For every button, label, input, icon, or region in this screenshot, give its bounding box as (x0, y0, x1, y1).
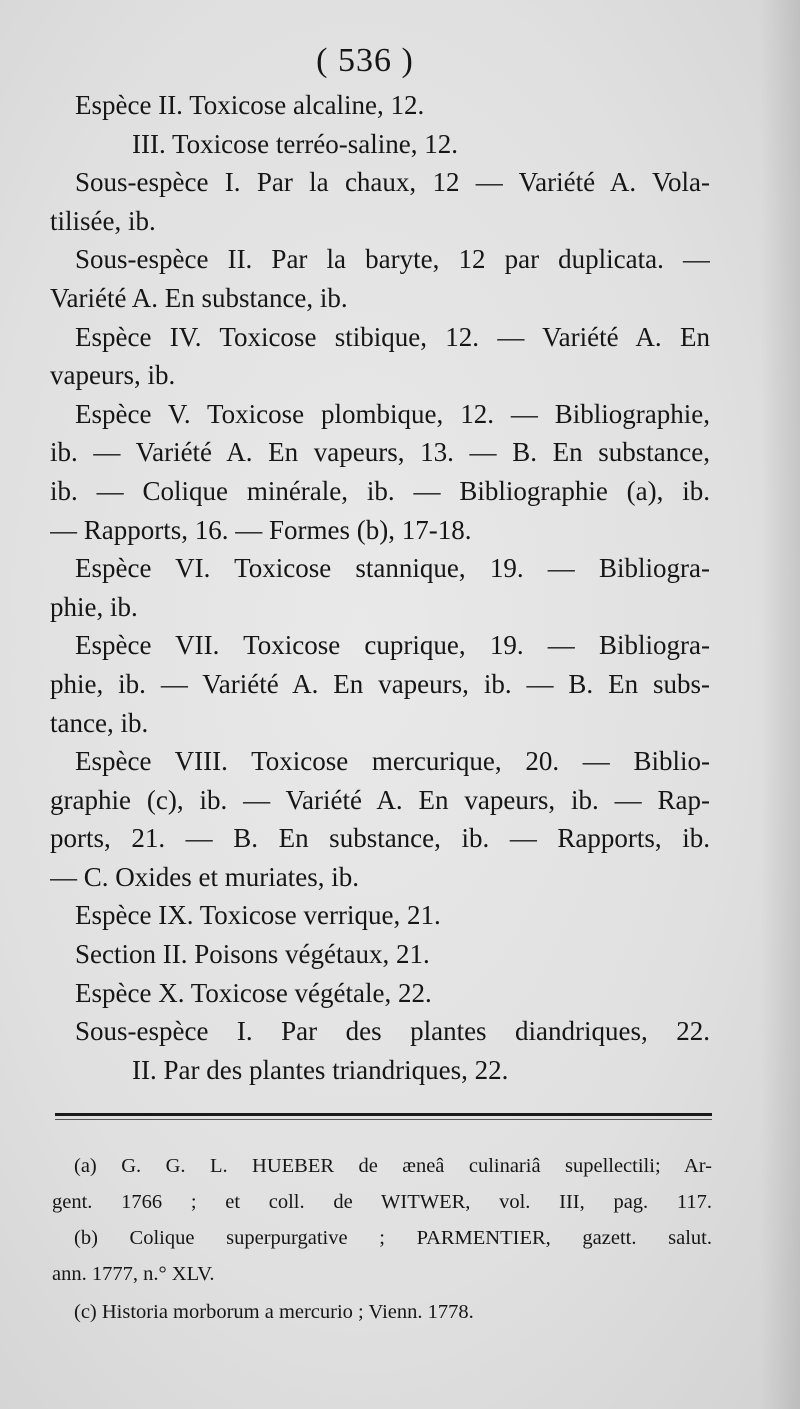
text-line: ib. — Variété A. En vapeurs, 13. — B. En substance, (50, 437, 710, 468)
text-line: Espèce VII. Toxicose cuprique, 19. — Bibliogra- (75, 630, 710, 661)
footnote-line: ann. 1777, n.° XLV. (52, 1263, 215, 1285)
footnote-rule (55, 1113, 712, 1116)
text-line: ib. — Colique minérale, ib. — Bibliographie (a), ib. (50, 475, 710, 506)
footnote-line: (b) Colique superpurgative ; PARMENTIER, gazett. salut. (74, 1227, 712, 1249)
text-line: Section II. Poisons végétaux, 21. (75, 939, 430, 970)
text-line: ports, 21. — B. En substance, ib. — Rapports, ib. (50, 823, 710, 854)
text-line: Sous-espèce I. Par la chaux, 12 — Variété A. Vola- (75, 167, 710, 198)
index-body (50, 86, 710, 1089)
text-line: phie, ib. (50, 591, 138, 622)
footnote-line: gent. 1766 ; et coll. de WITWER, vol. III, pag. 117. (52, 1191, 712, 1213)
footnotes (52, 1148, 712, 1330)
text-line: tilisée, ib. (50, 205, 156, 236)
text-line: tance, ib. (50, 707, 149, 738)
text-line: Espèce VIII. Toxicose mercurique, 20. — Biblio- (75, 746, 710, 777)
footnote-line: (a) G. G. L. HUEBER de æneâ culinariâ supellectili; Ar- (74, 1155, 712, 1177)
footnote-line: (c) Historia morborum a mercurio ; Vienn. 1778. (74, 1301, 474, 1323)
text-line: Espèce IX. Toxicose verrique, 21. (75, 900, 441, 931)
text-line: Espèce II. Toxicose alcaline, 12. (75, 90, 425, 120)
page-edge-shadow (760, 0, 800, 1409)
text-line: phie, ib. — Variété A. En vapeurs, ib. — B. En subs- (50, 668, 710, 699)
page-number: ( 536 ) (316, 42, 414, 79)
footnote-rule-thin (55, 1119, 712, 1120)
text-line: II. Par des plantes triandriques, 22. (132, 1054, 509, 1085)
text-line: — Rapports, 16. — Formes (b), 17-18. (50, 514, 472, 545)
text-line: Espèce VI. Toxicose stannique, 19. — Bibliogra- (75, 553, 710, 584)
text-line: III. Toxicose terréo-saline, 12. (132, 128, 458, 159)
text-line: Espèce IV. Toxicose stibique, 12. — Variété A. En (75, 321, 710, 352)
text-line: Espèce V. Toxicose plombique, 12. — Bibliographie, (75, 398, 710, 429)
text-line: Sous-espèce I. Par des plantes diandriques, 22. (75, 1016, 710, 1047)
text-line: Variété A. En substance, ib. (50, 282, 348, 313)
text-line: Espèce X. Toxicose végétale, 22. (75, 977, 432, 1008)
text-line: vapeurs, ib. (50, 360, 176, 391)
text-line: graphie (c), ib. — Variété A. En vapeurs, ib. — Rap- (50, 784, 710, 815)
text-line: Sous-espèce II. Par la baryte, 12 par duplicata. — (75, 244, 710, 275)
text-line: — C. Oxides et muriates, ib. (50, 861, 359, 892)
